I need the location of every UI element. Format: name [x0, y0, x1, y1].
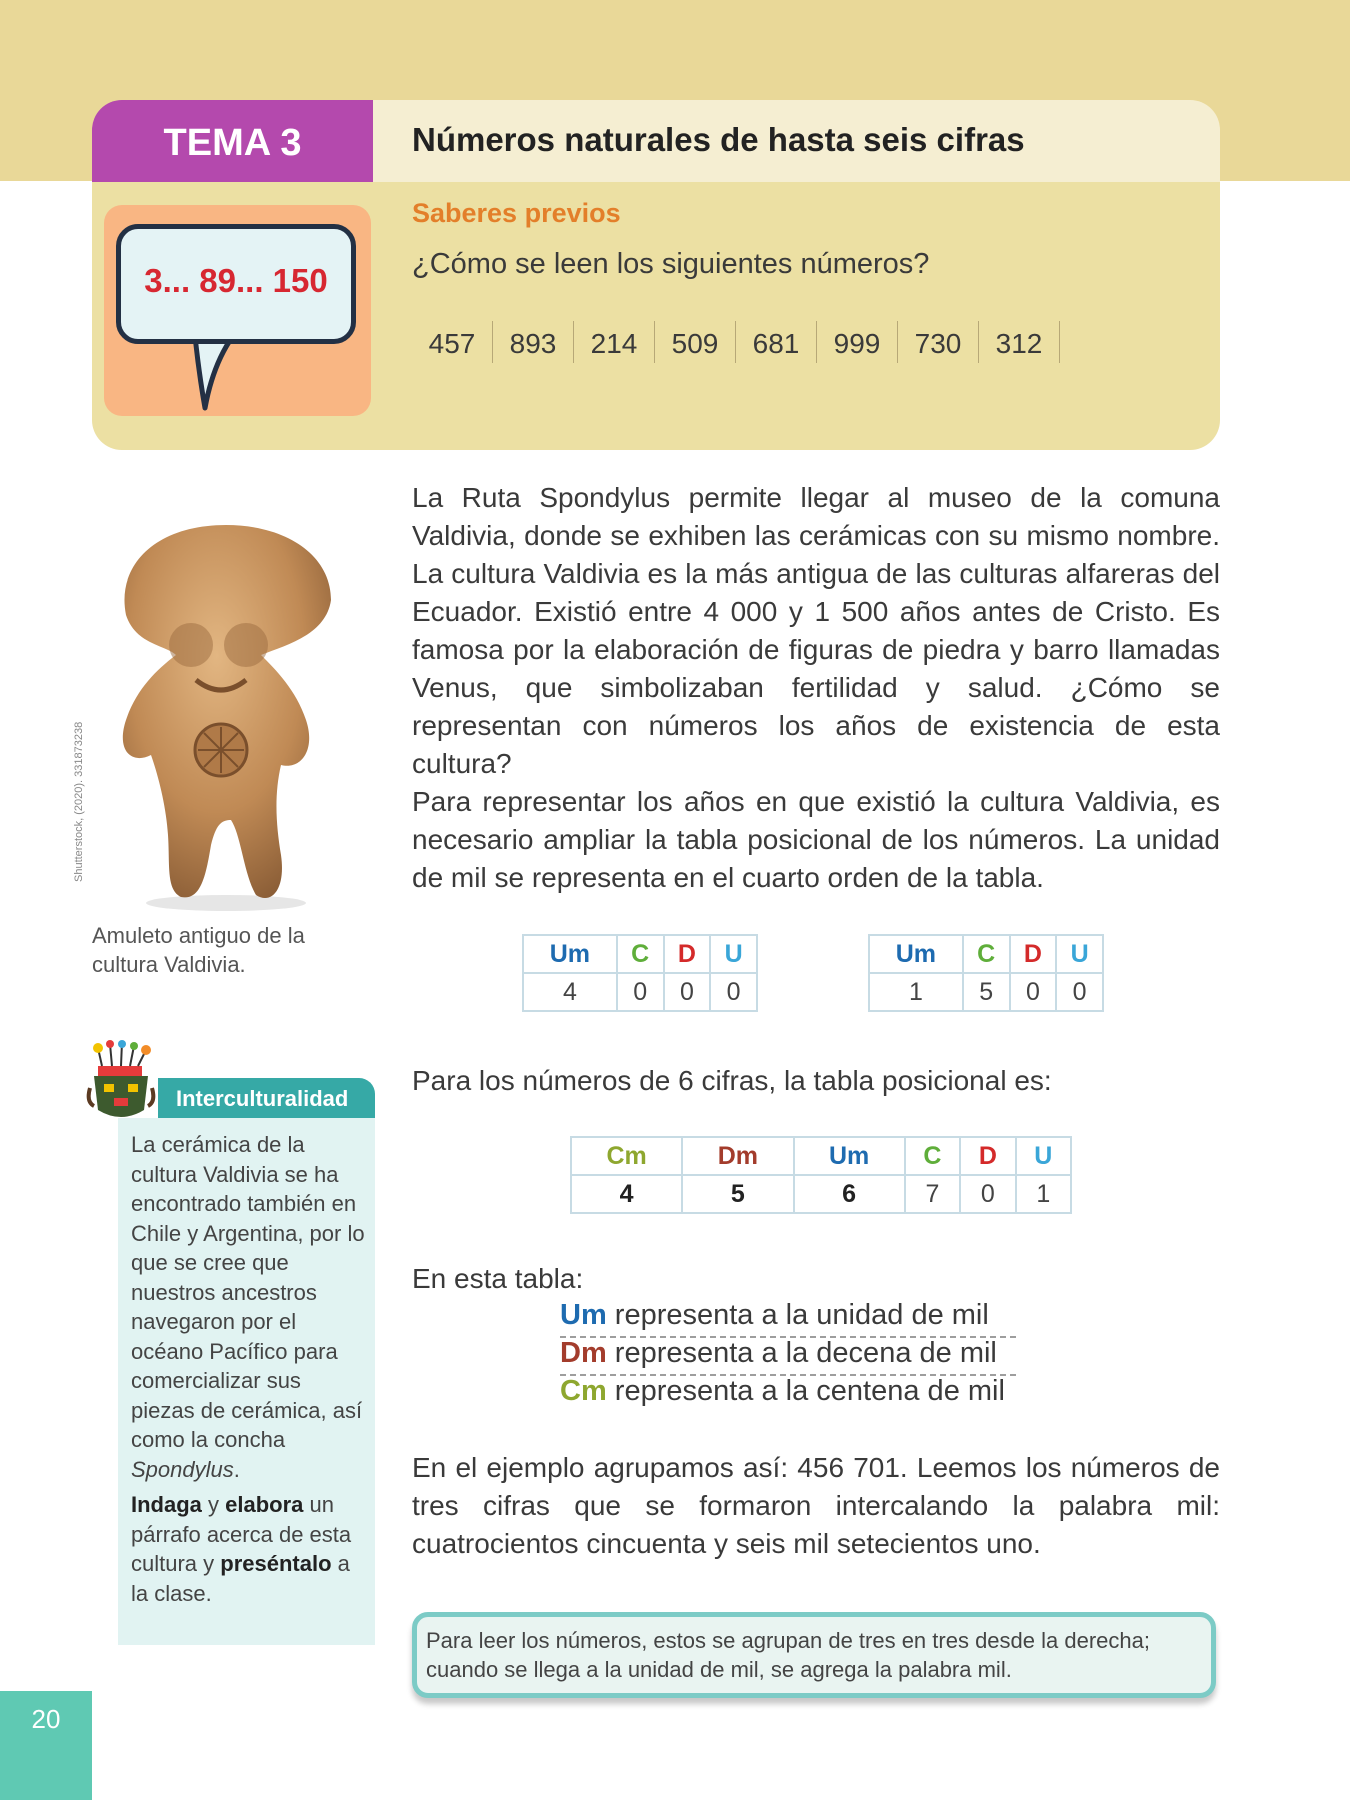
table-header: Cm — [571, 1137, 682, 1175]
number-item: 312 — [979, 321, 1060, 363]
explanation-um — [560, 1299, 1020, 1332]
task-text: y — [201, 1492, 226, 1517]
table-cell: 0 — [1010, 973, 1057, 1011]
explanation-text: representa a la centena de mil — [606, 1375, 1005, 1407]
table-header: Dm — [682, 1137, 793, 1175]
task-verb-elabora: elabora — [225, 1492, 304, 1517]
saberes-previos-heading: Saberes previos — [412, 198, 621, 228]
abbr-dm: Dm — [560, 1337, 607, 1369]
table-header: C — [905, 1137, 960, 1175]
place-value-table-six-digits — [570, 1136, 1072, 1214]
table-cell: 5 — [682, 1175, 793, 1213]
table-cell: 1 — [1016, 1175, 1071, 1213]
interculturalidad-text — [131, 1130, 366, 1608]
table-header: Um — [869, 935, 963, 973]
table-cell: 0 — [710, 973, 757, 1011]
place-value-table-4000 — [522, 934, 758, 1012]
table-cell: 0 — [617, 973, 664, 1011]
number-item: 681 — [736, 321, 817, 363]
table-cell: 5 — [963, 973, 1010, 1011]
task-verb-indaga: Indaga — [131, 1492, 202, 1517]
speech-bubble-tail — [193, 334, 253, 414]
number-list — [412, 321, 1060, 363]
task-text: a la clase. — [131, 1551, 350, 1606]
saberes-question: ¿Cómo se leen los siguientes números? — [412, 248, 930, 280]
table-cell: 4 — [523, 973, 617, 1011]
period: . — [233, 1456, 240, 1482]
table-header: U — [1056, 935, 1103, 973]
table-header: C — [963, 935, 1010, 973]
table-cell: 4 — [571, 1175, 682, 1213]
table-header: Um — [794, 1137, 905, 1175]
task-text: un párrafo acerca de esta cultura y — [131, 1492, 352, 1576]
interculturalidad-task — [131, 1490, 366, 1608]
paragraph-intro: La Ruta Spondylus permite llegar al museo de la comuna Valdivia, donde se exhiben las cerámicas con su mismo nombre. La cultura Valdivia es la más antigua de las culturas alfareras del Ecuador. Existió entre 4 000 y 1 500 años antes de Cristo. Es famosa por la elaboración de figuras de piedra y barro llamadas Venus, que simbolizaban fertilidad y salud. ¿Cómo se representan con números los años de existencia de esta cultura? — [412, 482, 1220, 779]
place-value-table-1500 — [868, 934, 1104, 1012]
table-header: U — [1016, 1137, 1071, 1175]
number-item: 999 — [817, 321, 898, 363]
interculturalidad-heading-text: Interculturalidad — [176, 1086, 349, 1111]
table-cell: 7 — [905, 1175, 960, 1213]
table-cell: 0 — [1056, 973, 1103, 1011]
page-title: Números naturales de hasta seis cifras — [412, 121, 1025, 158]
number-item: 214 — [574, 321, 655, 363]
number-item: 509 — [655, 321, 736, 363]
explanation-cm — [560, 1375, 1020, 1408]
task-verb-presentalo: preséntalo — [220, 1551, 332, 1576]
explanation-text: representa a la decena de mil — [606, 1337, 997, 1369]
abbr-cm: Cm — [560, 1375, 607, 1407]
number-item: 457 — [412, 321, 493, 363]
ceremonial-mask-icon — [86, 1040, 156, 1132]
table-header: D — [960, 1137, 1015, 1175]
table-header: Um — [523, 935, 617, 973]
number-item: 730 — [898, 321, 979, 363]
table-header: D — [664, 935, 711, 973]
page-number: 20 — [31, 1704, 61, 1734]
explanation-dm — [560, 1337, 1020, 1370]
number-item: 893 — [493, 321, 574, 363]
paragraph-seis-cifras: Para los números de 6 cifras, la tabla posicional es: — [412, 1065, 1052, 1096]
valdivia-amulet-photo — [96, 505, 364, 915]
table-cell: 6 — [794, 1175, 905, 1213]
table-cell: 0 — [960, 1175, 1015, 1213]
explanation-text: representa a la unidad de mil — [606, 1299, 989, 1331]
photo-credit: Shutterstock, (2020). 331873238 — [73, 721, 85, 882]
interculturalidad-heading — [158, 1078, 375, 1118]
photo-caption: Amuleto antiguo de la cultura Valdivia. — [92, 923, 305, 977]
spondylus-word: Spondylus — [131, 1456, 234, 1482]
table-header: U — [710, 935, 757, 973]
table-cell: 0 — [664, 973, 711, 1011]
paragraph-ejemplo: En el ejemplo agrupamos así: 456 701. Leemos los números de tres cifras que se formaron intercalando la palabra mil: cuatrocientos cincuenta y seis mil setecientos uno. — [412, 1452, 1220, 1559]
note-text: Para leer los números, estos se agrupan de tres en tres desde la derecha; cuando se llega a la unidad de mil, se agrega la palabra mil. — [426, 1628, 1150, 1682]
tema-label: TEMA 3 — [92, 100, 373, 182]
table-cell: 1 — [869, 973, 963, 1011]
paragraph-tabla: Para representar los años en que existió la cultura Valdivia, es necesario ampliar la tabla posicional de los números. La unidad de mil se representa en el cuarto orden de la tabla. — [412, 786, 1220, 893]
abbr-um: Um — [560, 1299, 607, 1331]
interculturalidad-body: La cerámica de la cultura Valdivia se ha encontrado también en Chile y Argentina, por lo que se cree que nuestros ancestros navegaron por el océano Pacífico para comercializar sus piezas de cerámica, así como la concha — [131, 1132, 365, 1452]
table-header: D — [1010, 935, 1057, 973]
bubble-text: 3... 89... 150 — [144, 262, 328, 299]
table-header: C — [617, 935, 664, 973]
en-esta-tabla-label: En esta tabla: — [412, 1263, 584, 1294]
